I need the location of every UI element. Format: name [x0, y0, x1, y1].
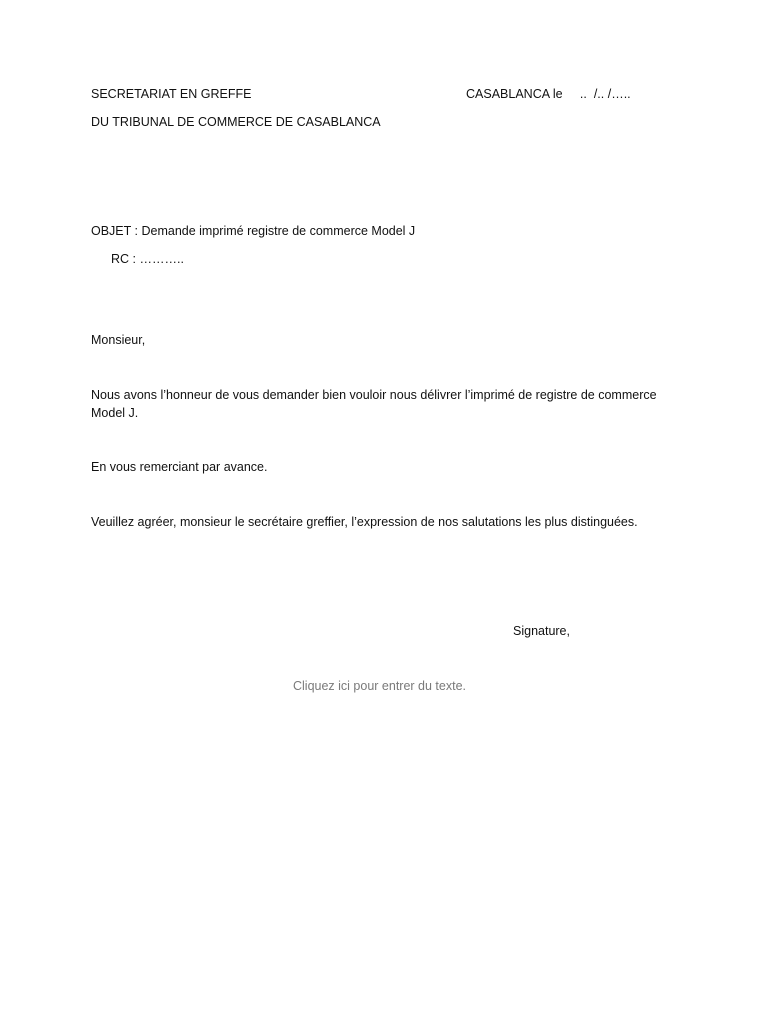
text-placeholder-field[interactable]: Cliquez ici pour entrer du texte.	[293, 679, 467, 693]
request-paragraph: Nous avons l’honneur de vous demander bien vouloir nous délivrer l’imprimé de registre de commerce Model J.	[91, 388, 657, 420]
subject-line: OBJET : Demande imprimé registre de commerce Model J	[91, 224, 416, 238]
date-line: CASABLANCA le .. /.. /…..	[466, 87, 631, 101]
thanks-paragraph: En vous remerciant par avance.	[91, 460, 268, 474]
salutation: Monsieur,	[91, 333, 146, 347]
rc-line: RC : ………..	[111, 252, 184, 266]
signature-label: Signature,	[513, 624, 570, 638]
closing-paragraph: Veuillez agréer, monsieur le secrétaire greffier, l’expression de nos salutations les plus distinguées.	[91, 515, 638, 529]
sender-line-1: SECRETARIAT EN GREFFE	[91, 87, 252, 101]
sender-line-2: DU TRIBUNAL DE COMMERCE DE CASABLANCA	[91, 115, 381, 129]
